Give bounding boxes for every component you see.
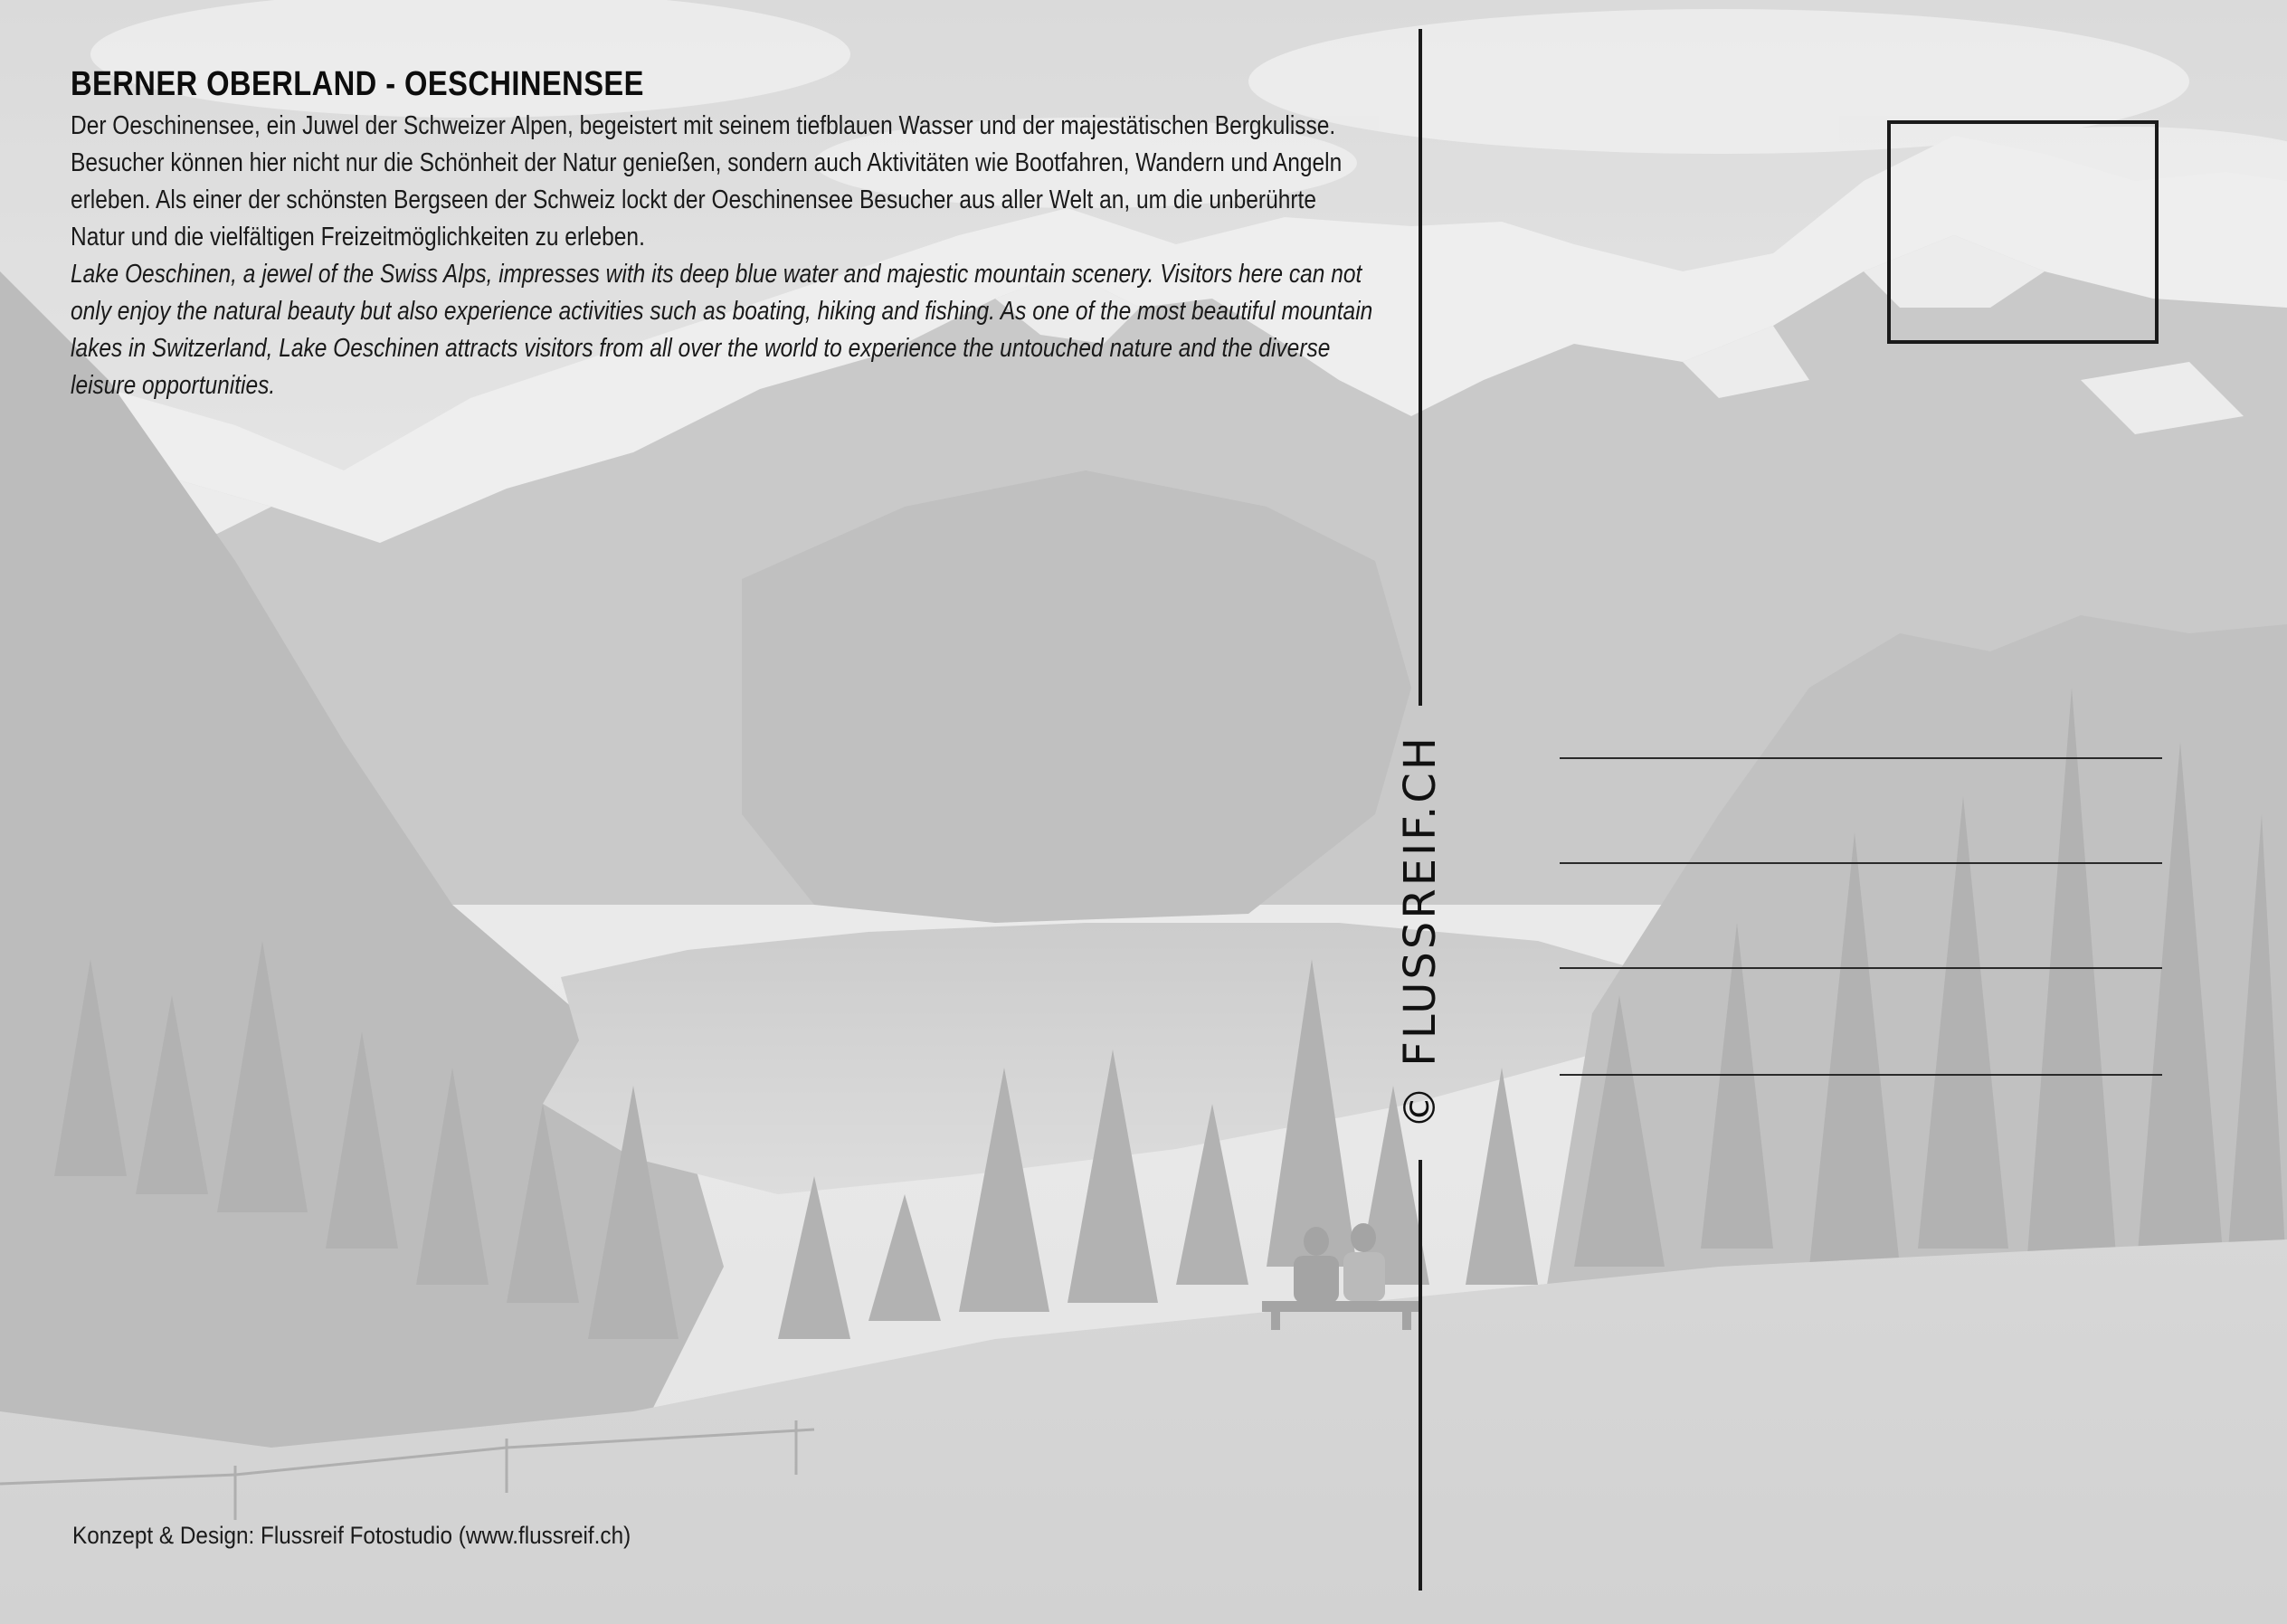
address-line: [1560, 1074, 2162, 1076]
divider-line-bottom: [1419, 1160, 1422, 1591]
stamp-box: [1887, 120, 2159, 344]
address-line: [1560, 862, 2162, 864]
description-german: Der Oeschinensee, ein Juwel der Schweizer Alpen, begeistert mit seinem tiefblauen Wasser und der majestätischen Bergkulisse. Besucher können hier nicht nur die Schönheit der Natur genießen, sondern auch Aktivitäten wie Bootfahren, Wandern und Angeln erleben. Als einer der schönsten Bergseen der Schweiz lockt der Oeschinensee Besucher aus aller Welt an, um die unberührte Natur und die vielfältigen Freizeitmöglichkeiten zu erleben.: [71, 111, 1343, 252]
design-credit: Konzept & Design: Flussreif Fotostudio (www.flussreif.ch): [72, 1522, 631, 1549]
address-line: [1560, 967, 2162, 969]
divider-line-top: [1419, 29, 1422, 706]
description-block: [71, 65, 1373, 404]
postcard-title: BERNER OBERLAND - OESCHINENSEE: [71, 65, 644, 103]
address-line: [1560, 757, 2162, 759]
description-english: Lake Oeschinen, a jewel of the Swiss Alps, impresses with its deep blue water and majestic mountain scenery. Visitors here can not only enjoy the natural beauty but also experience activities such as boating, hiking and fishing. As one of the most beautiful mountain lakes in Switzerland, Lake Oeschinen attracts visitors from all over the world to experience the untouched nature and the diverse leisure opportunities.: [71, 260, 1373, 400]
brand-copyright: © FLUSSREIF.CH: [1395, 735, 1446, 1129]
